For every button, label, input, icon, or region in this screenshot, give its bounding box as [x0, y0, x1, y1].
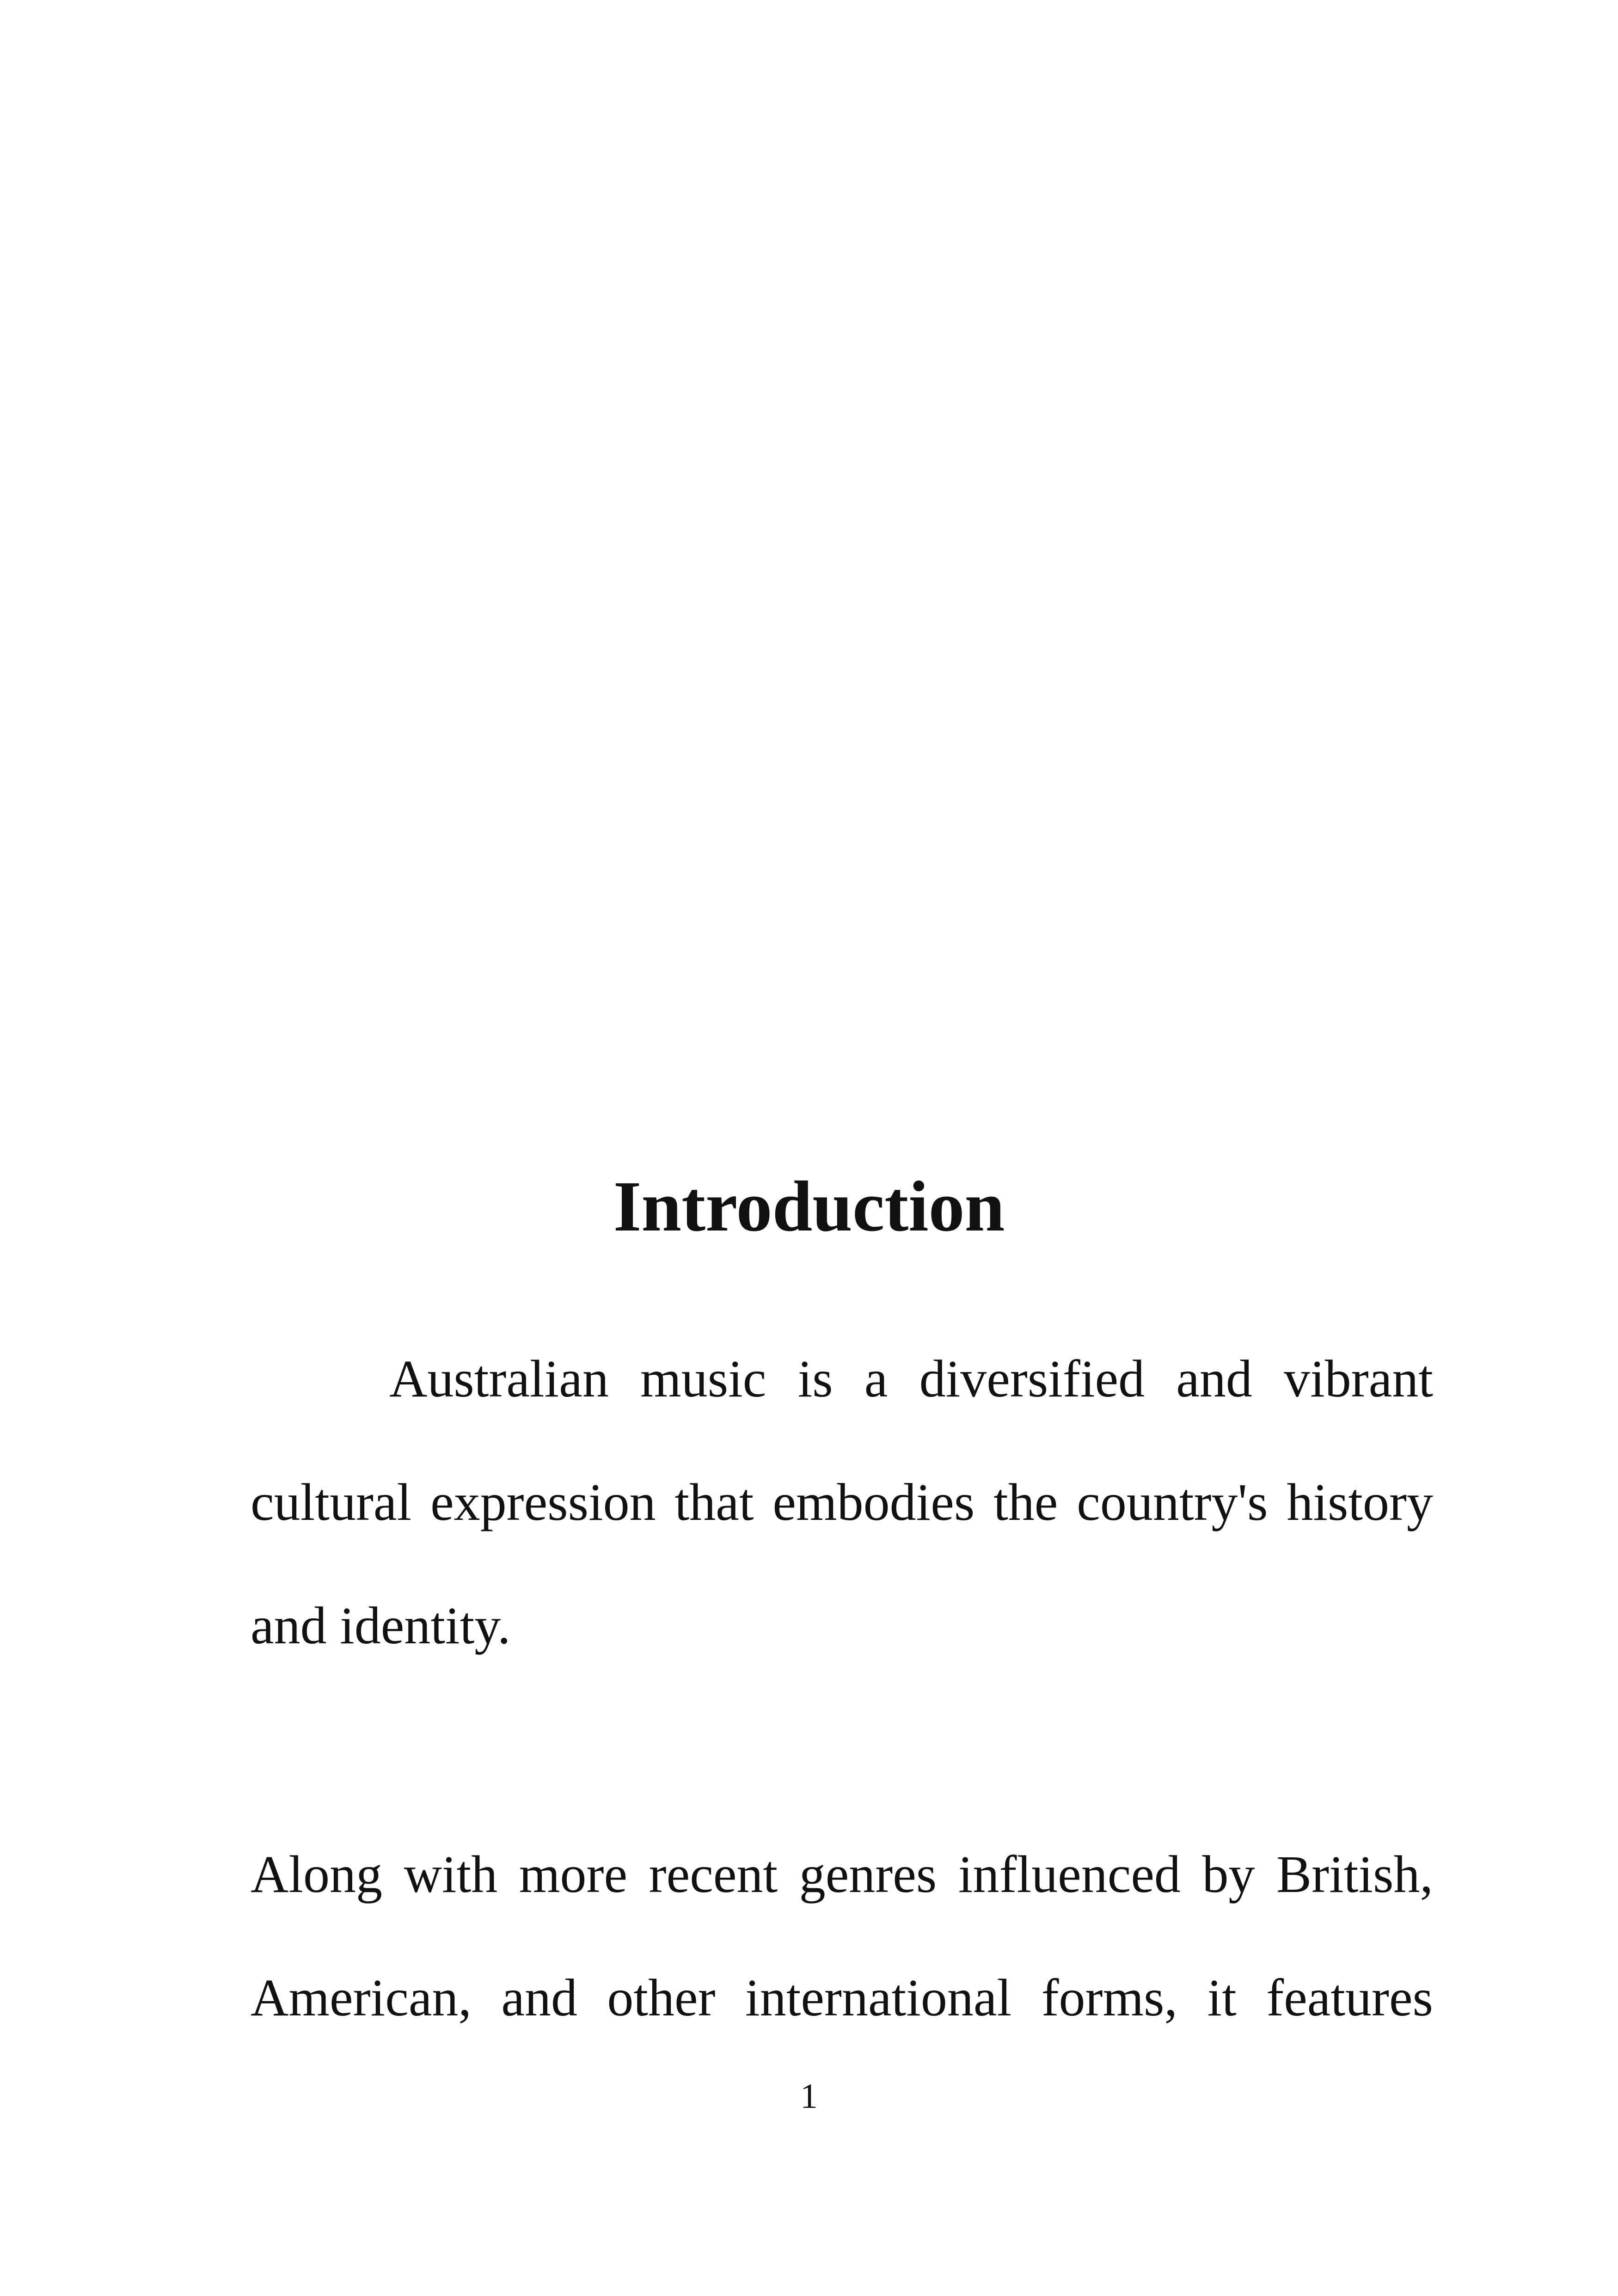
page-title: Introduction	[613, 1166, 1005, 1246]
paragraph-line: Along with more recent genres influenced by British,	[251, 1845, 1433, 1904]
paragraph-line: cultural expression that embodies the country's history	[251, 1473, 1433, 1531]
paragraph-line: American, and other international forms, it features	[251, 1968, 1433, 2027]
page-number: 1	[800, 2077, 818, 2116]
paragraph-line: and identity.	[251, 1596, 511, 1655]
paragraph-line: Australian music is a diversified and vibrant	[389, 1349, 1433, 1408]
